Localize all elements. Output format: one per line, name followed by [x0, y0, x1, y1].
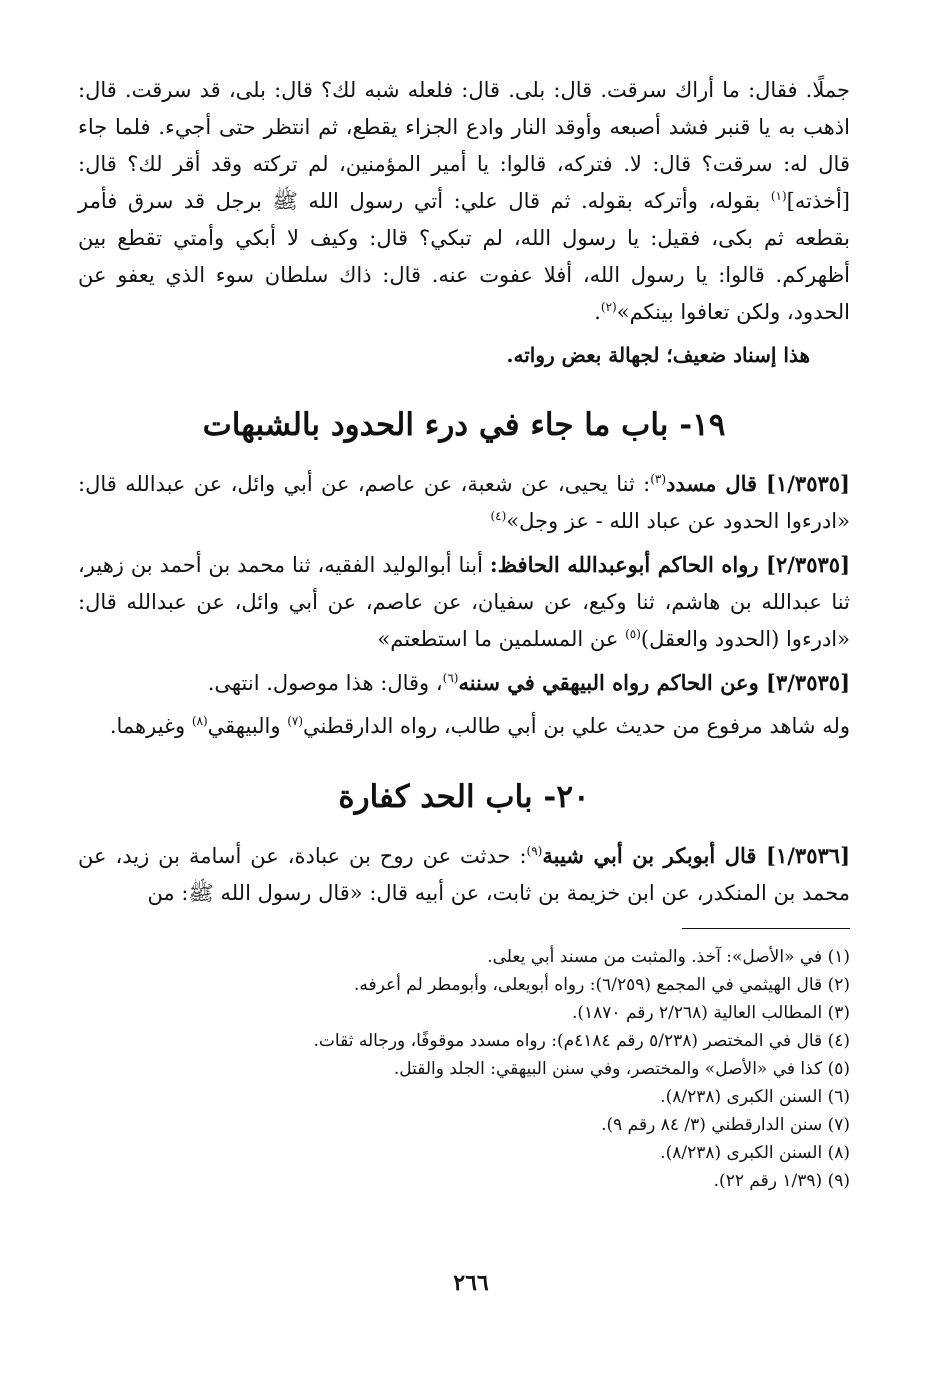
footnote-item: (٥) كذا في «الأصل» والمختصر، وفي سنن البيهقي: الجلد والقتل.	[393, 1059, 850, 1079]
paragraph-text: وله شاهد مرفوع من حديث علي بن أبي طالب، رواه الدارقطني	[303, 714, 850, 738]
footnote-ref[interactable]: (٥)	[625, 627, 641, 641]
hadith-entry	[78, 546, 850, 658]
hadith-text: عن المسلمين ما استطعتم»	[377, 627, 626, 651]
narration-paragraph	[78, 72, 850, 331]
hadith-reference: [١/٣٥٣٦] قال أبوبكر بن أبي شيبة	[542, 843, 850, 868]
footnote-item: (٧) سنن الدارقطني (٣/ ٨٤ رقم ٩).	[601, 1115, 850, 1135]
footnote-item: (٨) السنن الكبرى (٨/٢٣٨).	[660, 1143, 850, 1163]
page-number: ٢٦٦	[453, 1270, 489, 1296]
paragraph-text: وغيرهما.	[109, 714, 192, 738]
footnotes-list	[78, 943, 850, 1195]
footnote-item: (٩) (١/٣٩ رقم ٢٢).	[713, 1171, 850, 1191]
hadith-text: أبنا أبوالوليد الفقيه، ثنا محمد بن أحمد بن زهير، ثنا عبدالله بن هاشم، ثنا وكيع، عن سفيان، عن عاصم، عن أبي وائل، عن عبدالله قال: «ادرءوا (الحدود والعقل)	[78, 553, 850, 651]
footnote-item: (٤) قال في المختصر (٥/٢٣٨ رقم ٤١٨٤م): رواه مسدد موقوفًا، ورجاله ثقات.	[313, 1031, 850, 1051]
footnote-ref[interactable]: (٧)	[287, 714, 304, 728]
paragraph-text: جملًا. فقال: ما أراك سرقت. قال: بلى. قال: فلعله شبه لك؟ قال: بلى، قد سرقت. قال: اذهب به يا قنبر فشد أصبعه وأوقد النار وادع الجزاء يقطع، ثم انتظر حتى أجيء. فلما جاء قال له: سرقت؟ قال: لا. فتركه، قالوا: يا أمير المؤمنين، لم تركته وقد أقر لك؟ قال: [أخذته]	[78, 78, 850, 213]
footnote-item: (١) في «الأصل»: آخذ. والمثبت من مسند أبي يعلى.	[487, 947, 850, 967]
hadith-reference: [٣/٣٥٣٥] وعن الحاكم رواه البيهقي في سننه	[458, 670, 850, 695]
witness-paragraph	[78, 708, 850, 745]
hadith-text: ، وقال: هذا موصول. انتهى.	[207, 671, 443, 695]
chapter-heading-20: ٢٠- باب الحد كفارة	[338, 779, 590, 815]
chapter-heading-19: ١٩- باب ما جاء في درء الحدود بالشبهات	[202, 407, 726, 443]
hadith-reference: [٢/٣٥٣٥] رواه الحاكم أبوعبدالله الحافظ:	[489, 552, 850, 577]
footnote-item: (٦) السنن الكبرى (٨/٢٣٨).	[660, 1087, 850, 1107]
hadith-entry	[78, 664, 850, 702]
paragraph-text: بقوله، وأتركه بقوله. ثم قال علي: أتي رسول الله ﷺ برجل قد سرق فأمر بقطعه ثم بكى، فقيل: يا رسول الله، لم تبكي؟ قال: وكيف لا أبكي وأمتي تقطع بين أظهركم. قالوا: يا رسول الله، أفلا عفوت عنه. قال: ذاك سلطان سوء الذي يعفو عن الحدود، ولكن تعافوا بينكم»	[78, 189, 850, 324]
footnote-divider	[682, 928, 850, 929]
isnad-note: هذا إسناد ضعيف؛ لجهالة بعض رواته.	[506, 343, 810, 367]
footnote-item: (٣) المطالب العالية (٢/٢٦٨ رقم ١٨٧٠).	[571, 1003, 850, 1023]
hadith-reference: [١/٣٥٣٥] قال مسدد	[666, 471, 850, 496]
footnote-ref[interactable]: (١)	[770, 189, 787, 203]
hadith-entry	[78, 837, 850, 912]
footnote-ref[interactable]: (٨)	[191, 714, 208, 728]
footnote-ref[interactable]: (٤)	[490, 509, 507, 523]
hadith-entry	[78, 465, 850, 540]
hadith-text: : حدثت عن روح بن عبادة، عن أسامة بن زيد، عن محمد بن المنكدر، عن ابن خزيمة بن ثابت، عن أبيه قال: «قال رسول الله ﷺ: من	[78, 844, 850, 905]
paragraph-text: والبيهقي	[207, 714, 288, 738]
footnote-ref[interactable]: (٦)	[442, 671, 459, 685]
footnote-ref[interactable]: (٣)	[650, 472, 667, 486]
footnote-ref[interactable]: (٢)	[600, 300, 617, 314]
footnote-item: (٢) قال الهيثمي في المجمع (٦/٢٥٩): رواه أبويعلى، وأبومطر لم أعرفه.	[353, 975, 850, 995]
hadith-text: : ثنا يحيى، عن شعبة، عن عاصم، عن أبي وائل، عن عبدالله قال: «ادرءوا الحدود عن عباد الله - عز وجل»	[78, 472, 850, 533]
footnote-ref[interactable]: (٩)	[526, 844, 543, 858]
paragraph-text: .	[594, 300, 601, 324]
